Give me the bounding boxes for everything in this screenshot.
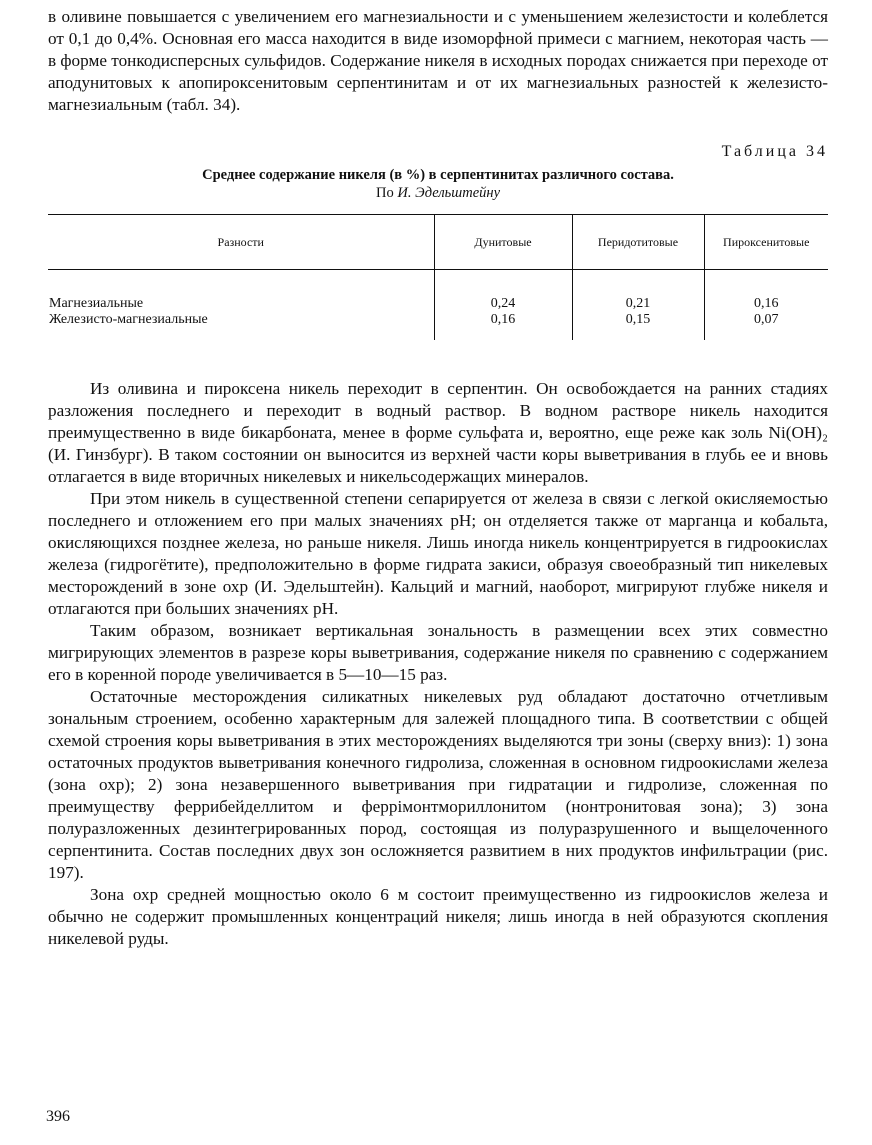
table-body-row — [48, 270, 828, 341]
nickel-content-table — [48, 214, 828, 340]
header-peridotite: Перидотитовые — [572, 215, 704, 270]
paragraph-1: Из оливина и пироксена никель переходит в серпентин. Он освобождается на ранних стадиях разложения последнего и переходит в водный раствор. В водном растворе никель находится преимущественно в виде бикарбоната, менее в форме сульфата и, вероятно, еще реже как золь Ni(OH)₂ (И. Гинзбург). В таком состоянии он выносится из верхней части коры выветривания в глубь ее и вновь отлагается в виде вторичных никелевых и никельсодержащих минералов. — [48, 379, 828, 486]
paragraph-3: Таким образом, возникает вертикальная зональность в размещении всех этих совместно мигрирующих элементов в разрезе коры выветривания, содержание никеля по сравнению с содержанием его в коренной породе увеличивается в 5—10—15 раз. — [48, 621, 828, 684]
pyroxenite-values-cell — [704, 270, 828, 341]
value-magnesian-pyroxenite: 0,16 — [754, 296, 779, 311]
row-name-magnesian: Магнезиальные — [49, 296, 144, 311]
value-ferro-pyroxenite: 0,07 — [754, 312, 779, 327]
header-dunite: Дунитовые — [434, 215, 572, 270]
table-title: Среднее содержание никеля (в %) в серпентинитах различного состава. — [202, 167, 674, 183]
peridotite-values-cell — [572, 270, 704, 341]
page-number: 396 — [46, 1108, 70, 1125]
paragraph-4: Остаточные месторождения силикатных никелевых руд обладают достаточно отчетливым зональным строением, особенно характерным для залежей площадного типа. В соответствии с общей схемой строения коры выветривания в этих месторождениях выделяются три зоны (сверху вниз): 1) зона остаточных продуктов выветривания конечного гидролиза, сложенная в основном гидроокислами железа (зона охр); 2) зона незавершенного выветривания при гидратации и гидролизе, сложенная по преимуществу феррибейделлитом и феррімонтмориллонитом (нонтронитовая зона); 3) зона полуразложенных дезинтегрированных пород, состоящая из полуразрушенного и выщелоченного серпентинита. Состав последних двух зон осложняется развитием в них продуктов инфильтрации (рис. 197). — [48, 687, 828, 882]
row-names-cell — [48, 270, 434, 341]
header-varieties: Разности — [48, 215, 434, 270]
paragraph-5: Зона охр средней мощностью около 6 м состоит преимущественно из гидроокислов железа и обычно не содержит промышленных концентраций никеля; лишь иногда в ней образуются скопления никелевой руды. — [48, 885, 828, 948]
value-ferro-dunite: 0,16 — [490, 312, 516, 327]
table-source-prefix: По — [375, 185, 394, 201]
table-header-row — [48, 215, 828, 270]
dunite-values-cell — [434, 270, 572, 341]
page-body — [48, 6, 828, 950]
value-magnesian-dunite: 0,24 — [490, 296, 516, 311]
value-ferro-peridotite: 0,15 — [625, 312, 651, 327]
table-source — [48, 184, 828, 202]
value-magnesian-peridotite: 0,21 — [625, 296, 651, 311]
row-name-ferro-magnesian: Железисто-магнезиальные — [49, 312, 208, 327]
header-pyroxenite: Пироксенитовые — [704, 215, 828, 270]
table-source-author: И. Эдельштейну — [397, 185, 501, 201]
intro-paragraph: в оливине повышается с увеличением его магнезиальности и с уменьшением железистости и колеблется от 0,1 до 0,4%. Основная его масса находится в виде изоморфной примеси с магнием, некоторая часть — в форме тонкодисперсных сульфидов. Содержание никеля в исходных породах снижается при переходе от аподунитовых к апопироксенитовым серпентинитам и от их магнезиальных разностей к железисто-магнезиальным (табл. 34). — [48, 7, 828, 114]
table-label: Таблица 34 — [721, 143, 828, 160]
paragraph-2: При этом никель в существенной степени сепарируется от железа в связи с легкой окисляемостью последнего и отложением его при малых значениях pH; он отделяется также от марганца и кобальта, окисляющихся позднее железа, но раньше никеля. Лишь иногда никель концентрируется в гидроокислах железа (гидрогётите), предположительно в форме гидрата закиси, образуя своеобразный тип никелевых месторождений в зоне охр (И. Эдельштейн). Кальций и магний, наоборот, мигрируют глубже никеля и отлагаются при больших значениях pH. — [48, 489, 828, 618]
